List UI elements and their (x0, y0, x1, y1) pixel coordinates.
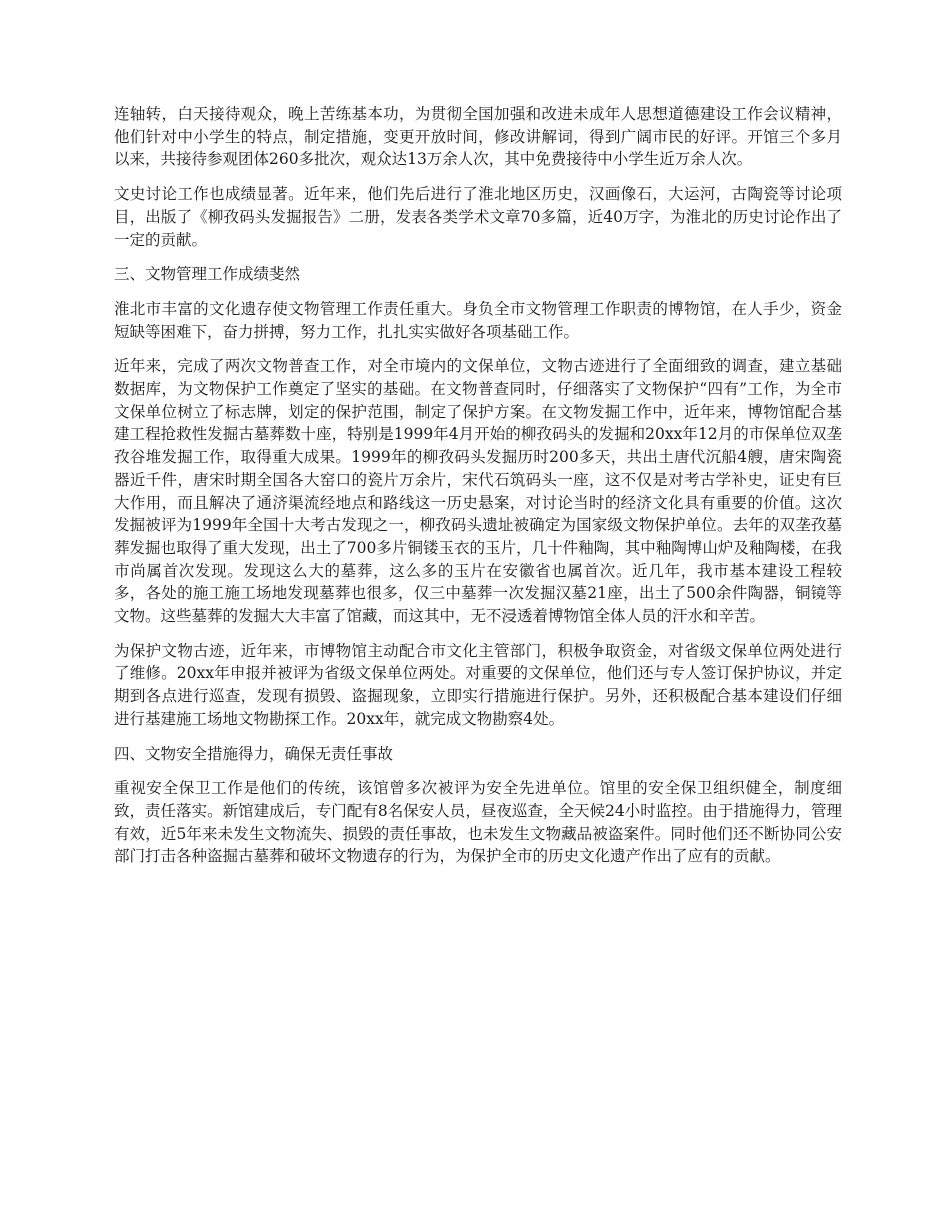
paragraph-research-work: 文史讨论工作也成绩显著。近年来，他们先后进行了淮北地区历史，汉画像石，大运河，古陶瓷等讨论项目，出版了《柳孜码头发掘报告》二册，发表各类学术文章70多篇，近40万字，为淮北的历史讨论作出了一定的贡献。 (114, 185, 842, 249)
document-page (114, 103, 842, 880)
paragraph-security: 重视安全保卫工作是他们的传统，该馆曾多次被评为安全先进单位。馆里的安全保卫组织健全，制度细致，责任落实。新馆建成后，专门配有8名保安人员，昼夜巡查，全天候24小时监控。由于措施得力，管理有效，近5年来未发生文物流失、损毁的责任事故，也未发生文物藏品被盗案件。同时他们还不断协同公安部门打击各种盗掘古墓葬和破坏文物遗存的行为，为保护全市的历史文化遗产作出了应有的贡献。 (114, 779, 842, 866)
paragraph-survey-excavation: 近年来，完成了两次文物普查工作，对全市境内的文保单位，文物古迹进行了全面细致的调查，建立基础数据库，为文物保护工作奠定了坚实的基础。在文物普查同时，仔细落实了文物保护“四有”工作，为全市文保单位树立了标志牌，划定的保护范围，制定了保护方案。在文物发掘工作中，近年来，博物馆配合基建工程抢救性发掘古墓葬数十座，特别是1999年4月开始的柳孜码头的发掘和20xx年12月的市保单位双垄孜谷堆发掘工作，取得重大成果。1999年的柳孜码头发掘历时200多天，共出土唐代沉船4艘，唐宋陶瓷器近千件，唐宋时期全国各大窑口的瓷片万余片，宋代石筑码头一座，这不仅是对考古学补史，证史有巨大作用，而且解决了通济渠流经地点和路线这一历史悬案，对讨论当时的经济文化具有重要的价值。这次发掘被评为1999年全国十大考古发现之一，柳孜码头遗址被确定为国家级文物保护单位。去年的双垄孜墓葬发掘也取得了重大发现，出土了700多片铜镂玉衣的玉片，几十件釉陶，其中釉陶博山炉及釉陶楼，在我市尚属首次发现。发现这么大的墓葬，这么多的玉片在安徽省也属首次。近几年，我市基本建设工程较多，各处的施工施工场地发现墓葬也很多，仅三中墓葬一次发掘汉墓21座，出土了500余件陶器，铜镜等文物。这些墓葬的发掘大大丰富了馆藏，而这其中，无不浸透着博物馆全体人员的汗水和辛苦。 (114, 357, 842, 626)
section-heading-relic-management: 三、文物管理工作成绩斐然 (114, 265, 301, 284)
paragraph-site-protection: 为保护文物古迹，近年来，市博物馆主动配合市文化主管部门，积极争取资金，对省级文保单位两处进行了维修。20xx年申报并被评为省级文保单位两处。对重要的文保单位，他们还与专人签订保护协议，并定期到各点进行巡查，发现有损毁、盗掘现象，立即实行措施进行保护。另外，还积极配合基本建设们仔细进行基建施工场地文物勘探工作。20xx年，就完成文物勘察4处。 (114, 641, 842, 728)
paragraph-management-intro: 淮北市丰富的文化遗存使文物管理工作责任重大。身负全市文物管理工作职责的博物馆，在人手少，资金短缺等困难下，奋力拼搏，努力工作，扎扎实实做好各项基础工作。 (114, 299, 842, 341)
paragraph-museum-visitors: 连轴转，白天接待观众，晚上苦练基本功，为贯彻全国加强和改进未成年人思想道德建设工作会议精神，他们针对中小学生的特点，制定措施，变更开放时间，修改讲解词，得到广阔市民的好评。开馆三个多月以来，共接待参观团体260多批次，观众达13万余人次，其中免费接待中小学生近万余人次。 (114, 105, 842, 169)
section-heading-safety: 四、文物安全措施得力，确保无责任事故 (114, 744, 394, 763)
